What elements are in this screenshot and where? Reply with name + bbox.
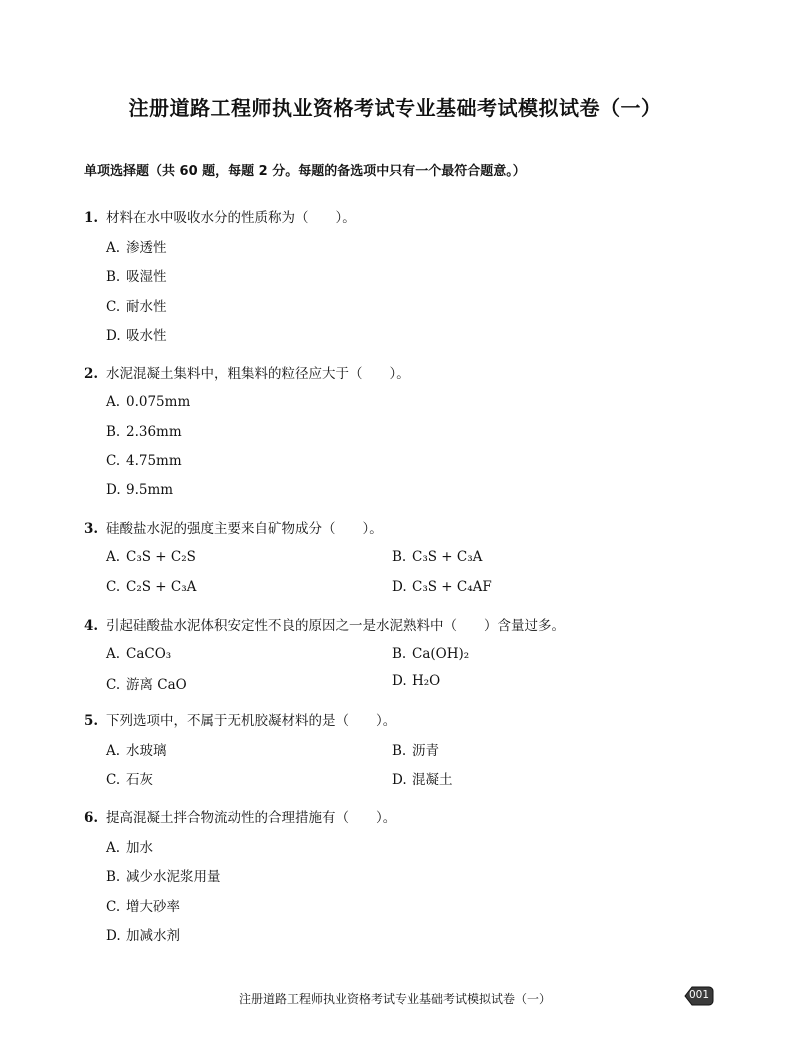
option-text: 增大砂率 [126,899,180,915]
option-label: A. [106,394,121,410]
option-text: 2.36mm [126,424,182,440]
option-3-a [106,549,196,565]
section-intro: 单项选择题（共 60 题，每题 2 分。每题的备选项中只有一个最符合题意。） [84,164,526,179]
option-label: D. [106,928,121,944]
option-text: C₃S + C₄AF [412,579,492,595]
option-text: 游离 CaO [126,677,187,693]
option-1-b [106,265,167,285]
question-4 [84,614,565,634]
option-label: C. [106,453,121,469]
option-label: A. [106,240,121,256]
option-label: B. [392,549,407,565]
question-number: 5. [84,713,99,729]
page-number: 001 [688,989,710,1001]
question-5 [84,709,396,729]
option-4-d [392,673,440,689]
option-4-a [106,646,171,662]
option-3-d [392,579,492,595]
option-label: B. [392,646,407,662]
option-6-a [106,836,153,856]
option-4-c [106,673,187,693]
option-text: 耐水性 [126,299,167,315]
option-text: C₃S + C₂S [126,549,196,565]
option-label: D. [392,673,407,689]
option-label: C. [106,899,121,915]
footer-title: 注册道路工程师执业资格考试专业基础考试模拟试卷（一） [238,992,551,1006]
question-number: 6. [84,810,99,826]
option-text: 吸湿性 [126,269,167,285]
option-5-c [106,768,153,788]
option-text: 0.075mm [126,394,191,410]
option-label: A. [106,646,121,662]
option-text: 9.5mm [126,482,174,498]
option-1-d [106,324,167,344]
question-text: 材料在水中吸收水分的性质称为（ ）。 [106,210,356,226]
question-number: 1. [84,210,99,226]
question-2 [84,362,410,382]
question-text: 提高混凝土拌合物流动性的合理措施有（ ）。 [106,810,397,826]
option-text: CaCO₃ [126,646,172,662]
option-text: Ca(OH)₂ [412,646,470,662]
option-text: 减少水泥浆用量 [126,869,221,885]
option-6-d [106,924,180,944]
option-text: 渗透性 [126,240,167,256]
option-label: D. [106,482,121,498]
option-text: 水玻璃 [126,743,167,759]
option-2-c [106,453,182,469]
option-2-b [106,424,182,440]
option-text: 4.75mm [126,453,182,469]
option-5-a [106,739,167,759]
option-label: C. [106,579,121,595]
question-number: 4. [84,618,99,634]
option-label: D. [392,772,407,788]
option-label: A. [106,840,121,856]
option-label: D. [106,328,121,344]
question-text: 硅酸盐水泥的强度主要来自矿物成分（ ）。 [106,521,383,537]
option-text: 混凝土 [412,772,453,788]
option-6-c [106,895,180,915]
option-label: A. [106,549,121,565]
option-3-c [106,579,196,595]
question-number: 3. [84,521,99,537]
option-5-d [392,768,453,788]
option-text: H₂O [412,673,441,689]
option-1-a [106,236,167,256]
option-label: B. [106,269,121,285]
option-1-c [106,295,167,315]
option-label: B. [106,424,121,440]
option-3-b [392,549,482,565]
option-label: C. [106,299,121,315]
option-6-b [106,865,221,885]
option-5-b [392,739,439,759]
option-text: 石灰 [126,772,153,788]
option-label: B. [392,743,407,759]
question-number: 2. [84,366,99,382]
option-label: A. [106,743,121,759]
option-4-b [392,646,469,662]
question-text: 下列选项中，不属于无机胶凝材料的是（ ）。 [106,713,397,729]
option-text: C₂S + C₃A [126,579,197,595]
option-text: 加减水剂 [126,928,180,944]
option-2-d [106,482,173,498]
page-title: 注册道路工程师执业资格考试专业基础考试模拟试卷（一） [128,96,662,120]
option-label: D. [392,579,407,595]
option-text: C₃S + C₃A [412,549,483,565]
question-6 [84,806,396,826]
option-label: C. [106,677,121,693]
option-label: B. [106,869,121,885]
page-number-badge [684,985,714,1007]
option-2-a [106,394,190,410]
question-3 [84,517,383,537]
option-text: 吸水性 [126,328,167,344]
option-label: C. [106,772,121,788]
question-text: 水泥混凝土集料中，粗集料的粒径应大于（ ）。 [106,366,410,382]
question-1 [84,206,356,226]
question-text: 引起硅酸盐水泥体积安定性不良的原因之一是水泥熟料中（ ）含量过多。 [106,618,565,634]
option-text: 沥青 [412,743,439,759]
option-text: 加水 [126,840,153,856]
